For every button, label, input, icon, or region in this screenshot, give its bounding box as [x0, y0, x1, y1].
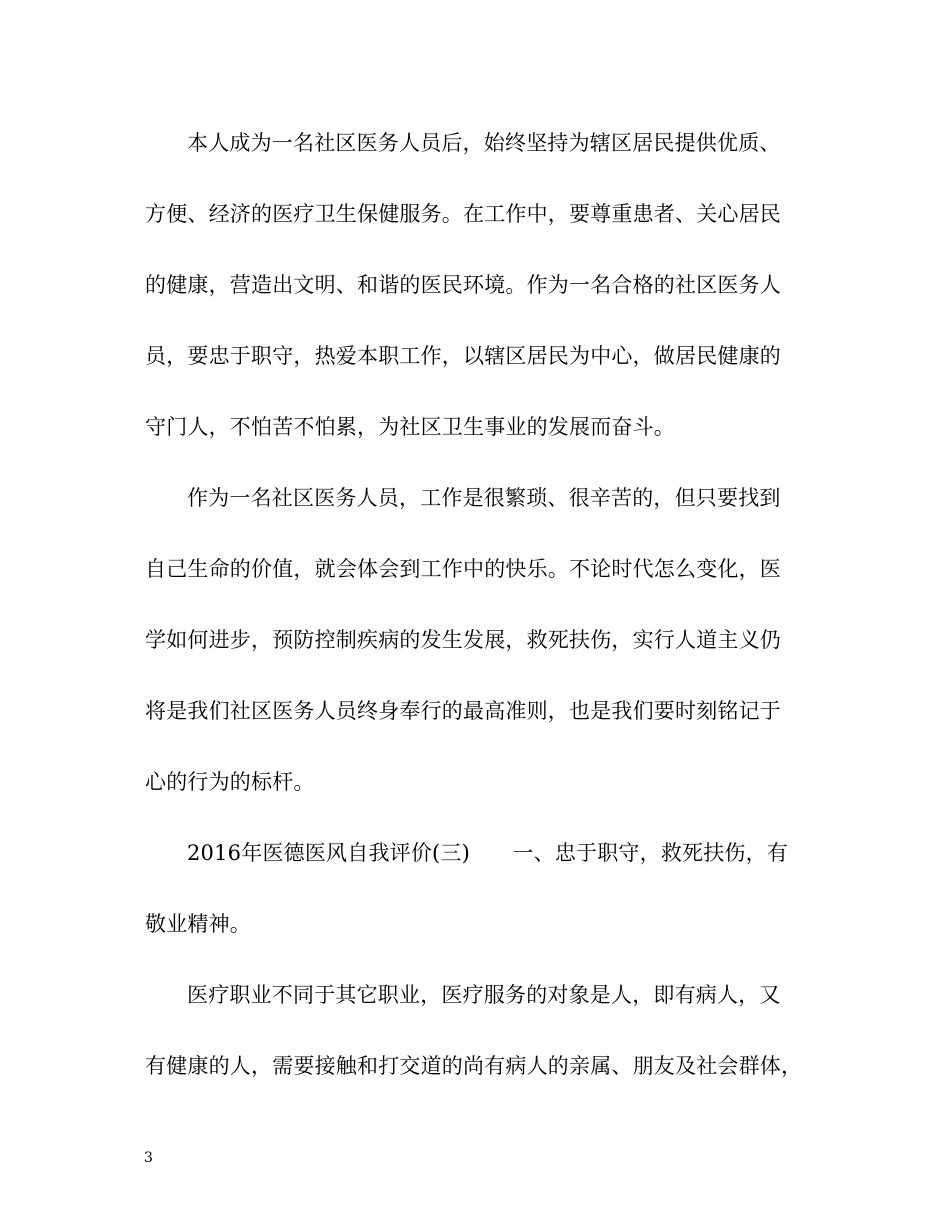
paragraph-1-line-3: 的健康，营造出文明、和谐的医民环境。作为一名合格的社区医务人 [145, 273, 781, 297]
section-heading-line-2: 敬业精神。 [145, 912, 251, 936]
paragraph-3-line-2: 有健康的人，需要接触和打交道的尚有病人的亲属、朋友及社会群体， [145, 1054, 803, 1078]
paragraph-1-line-2: 方便、经济的医疗卫生保健服务。在工作中，要尊重患者、关心居民 [145, 202, 781, 226]
paragraph-3-line-1: 医疗职业不同于其它职业，医疗服务的对象是人，即有病人，又 [187, 983, 781, 1007]
page-number: 3 [144, 1150, 153, 1166]
section-heading-line-1: 2016年医德医风自我评价(三) 一、忠于职守，救死扶伤，有 [187, 841, 789, 865]
paragraph-2-line-2: 自己生命的价值，就会体会到工作中的快乐。不论时代怎么变化，医 [145, 557, 781, 581]
paragraph-2-line-4: 将是我们社区医务人员终身奉行的最高准则，也是我们要时刻铭记于 [145, 699, 781, 723]
paragraph-1-line-4: 员，要忠于职守，热爱本职工作，以辖区居民为中心，做居民健康的 [145, 344, 781, 368]
paragraph-2-line-1: 作为一名社区医务人员，工作是很繁琐、很辛苦的，但只要找到 [187, 486, 781, 510]
paragraph-2-line-3: 学如何进步，预防控制疾病的发生发展，救死扶伤，实行人道主义仍 [145, 628, 781, 652]
paragraph-1-line-5: 守门人，不怕苦不怕累，为社区卫生事业的发展而奋斗。 [145, 415, 675, 439]
paragraph-2-line-5: 心的行为的标杆。 [145, 770, 315, 794]
paragraph-1-line-1: 本人成为一名社区医务人员后，始终坚持为辖区居民提供优质、 [187, 131, 781, 155]
